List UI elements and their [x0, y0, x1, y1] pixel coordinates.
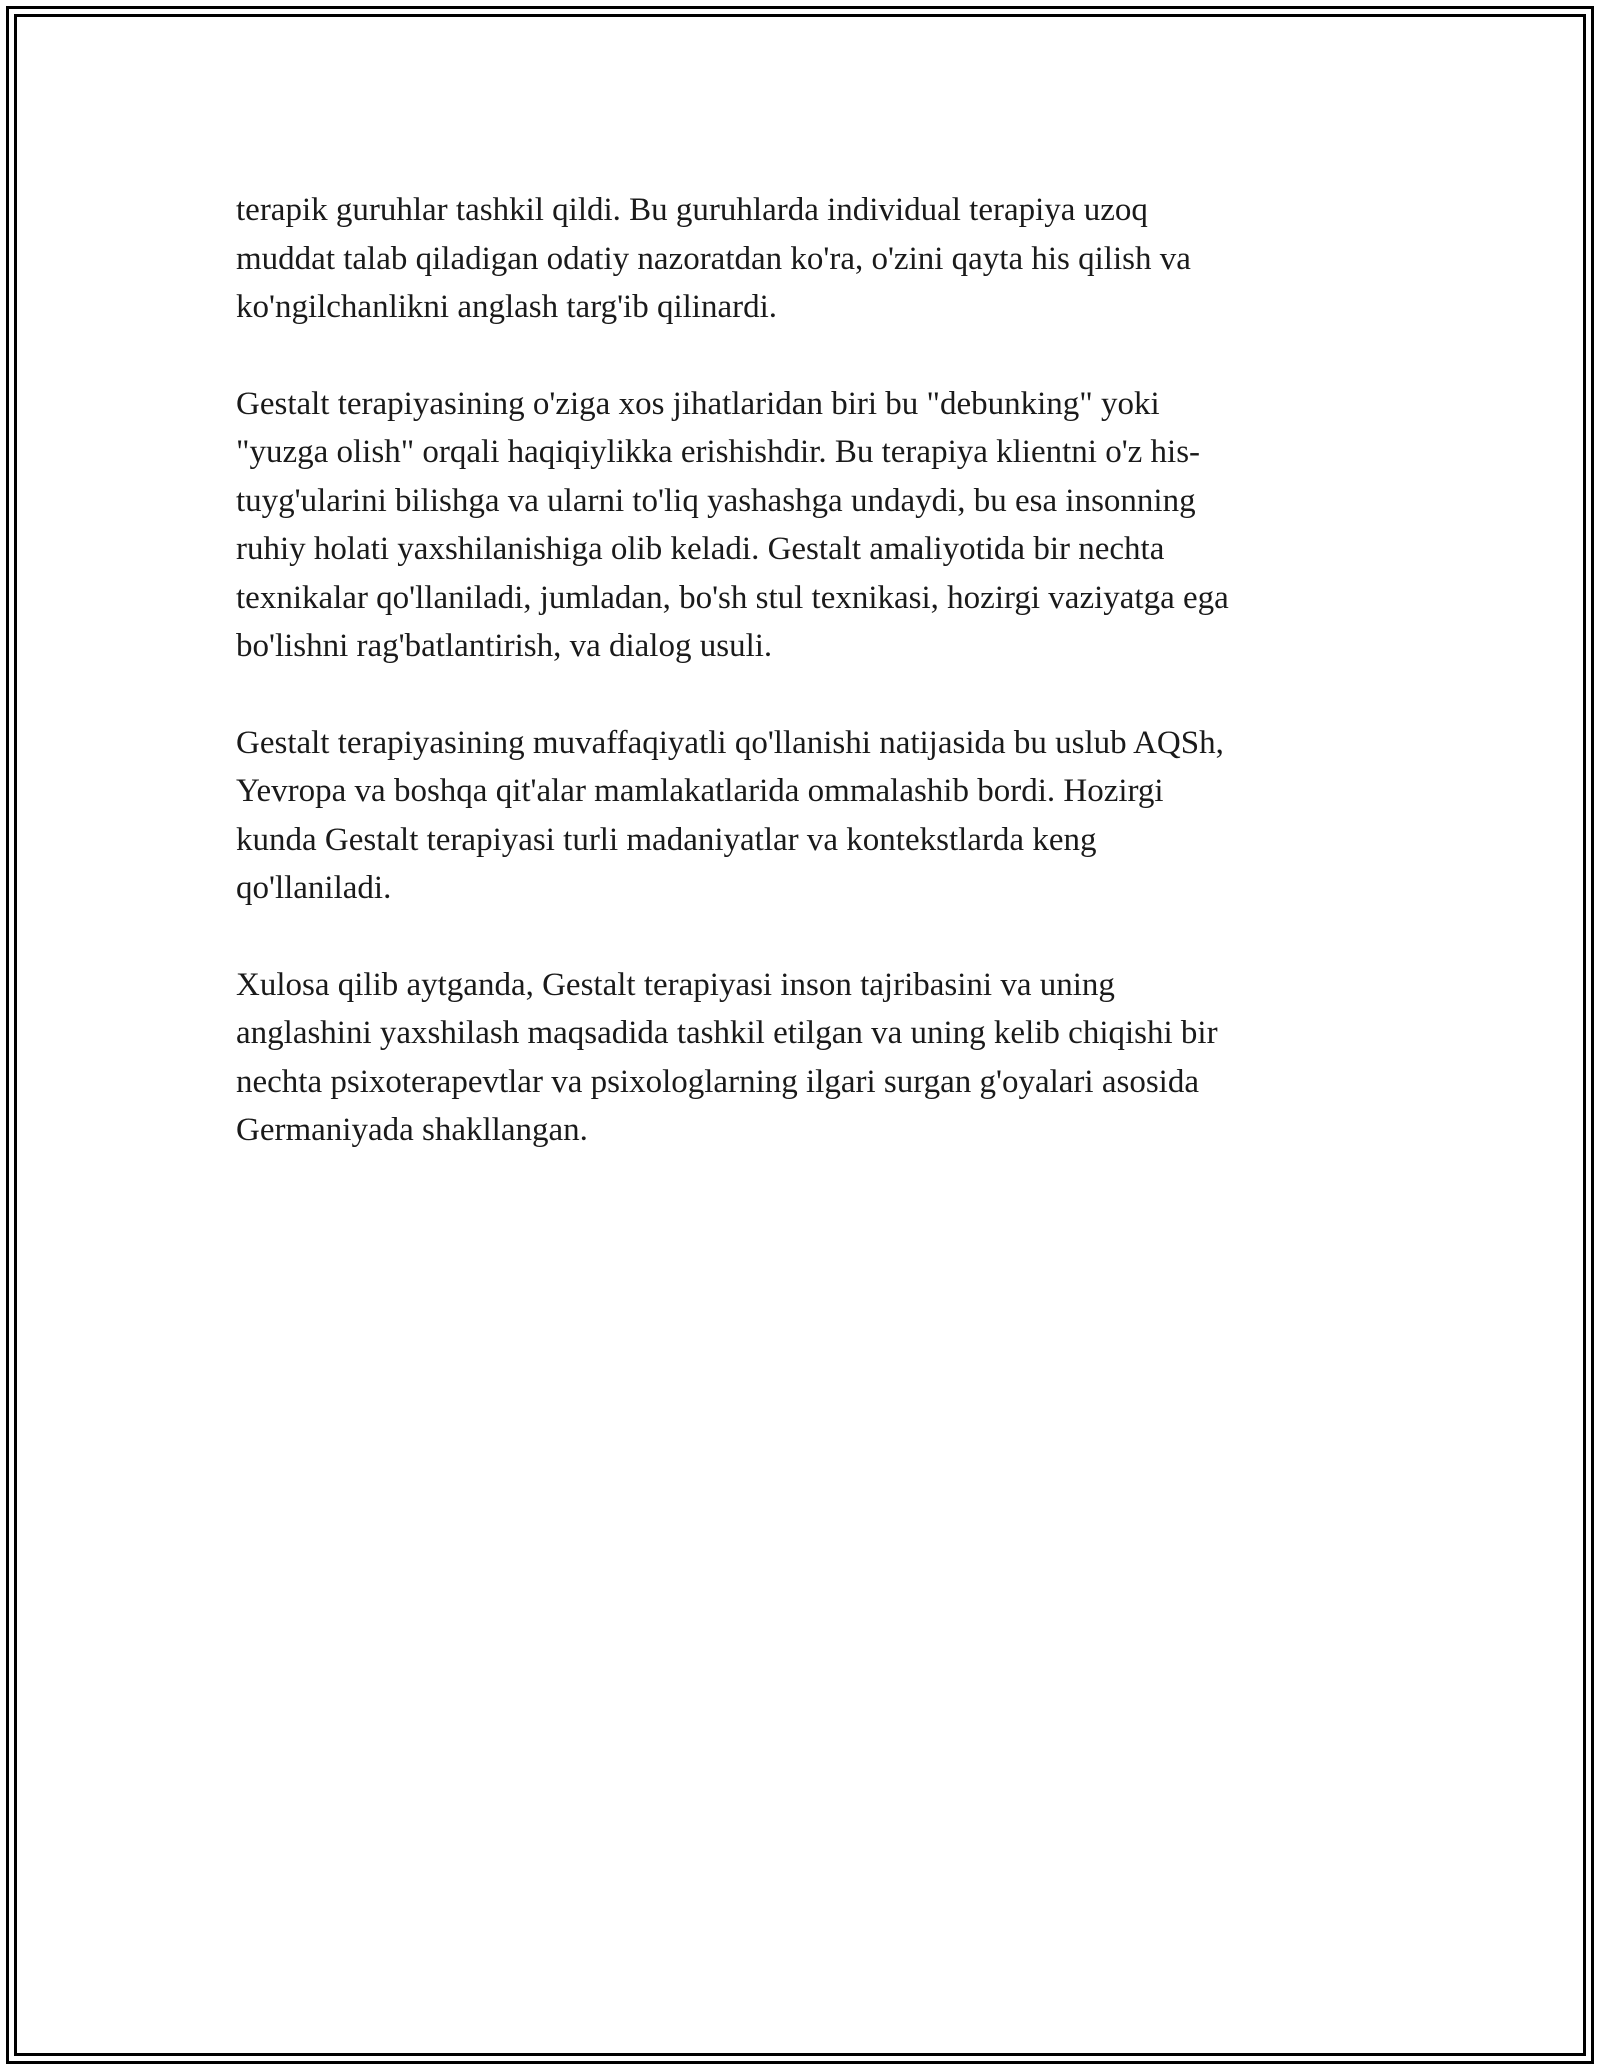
text-line: nechta psixoterapevtlar va psixologlarning ilgari surgan g'oyalari asosida — [236, 1063, 1199, 1100]
text-line: muddat talab qiladigan odatiy nazoratdan ko'ra, o'zini qayta his qilish va — [236, 240, 1191, 277]
text-line: texnikalar qo'llaniladi, jumladan, bo'sh stul texnikasi, hozirgi vaziyatga ega — [236, 579, 1229, 616]
text-line: terapik guruhlar tashkil qildi. Bu guruhlarda individual terapiya uzoq — [236, 192, 1148, 228]
text-line: Germaniyada shakllangan. — [236, 1112, 588, 1148]
paragraph-3 — [236, 719, 1366, 913]
text-line: Gestalt terapiyasining o'ziga xos jihatlaridan biri bu "debunking" yoki — [236, 385, 1160, 422]
paragraph-1 — [236, 186, 1366, 332]
document-body — [236, 186, 1366, 1203]
text-line: anglashini yaxshilash maqsadida tashkil etilgan va uning kelib chiqishi bir — [236, 1015, 1218, 1051]
paragraph-4 — [236, 961, 1366, 1155]
text-line: "yuzga olish" orqali haqiqiylikka erishishdir. Bu terapiya klientni o'z his- — [236, 434, 1201, 470]
text-line: ko'ngilchanlikni anglash targ'ib qilinardi. — [236, 289, 778, 325]
text-line: tuyg'ularini bilishga va ularni to'liq yashashga undaydi, bu esa insonning — [236, 482, 1196, 519]
text-line: ruhiy holati yaxshilanishiga olib keladi. Gestalt amaliyotida bir nechta — [236, 531, 1165, 567]
text-line: Gestalt terapiyasining muvaffaqiyatli qo'llanishi natijasida bu uslub AQSh, — [236, 724, 1224, 761]
paragraph-2 — [236, 380, 1366, 671]
text-line: kunda Gestalt terapiyasi turli madaniyatlar va kontekstlarda keng — [236, 821, 1097, 858]
text-line: Xulosa qilib aytganda, Gestalt terapiyasi inson tajribasini va uning — [236, 966, 1115, 1003]
text-line: bo'lishni rag'batlantirish, va dialog usuli. — [236, 628, 773, 664]
text-line: qo'llaniladi. — [236, 870, 392, 906]
text-line: Yevropa va boshqa qit'alar mamlakatlarida ommalashib bordi. Hozirgi — [236, 773, 1164, 809]
